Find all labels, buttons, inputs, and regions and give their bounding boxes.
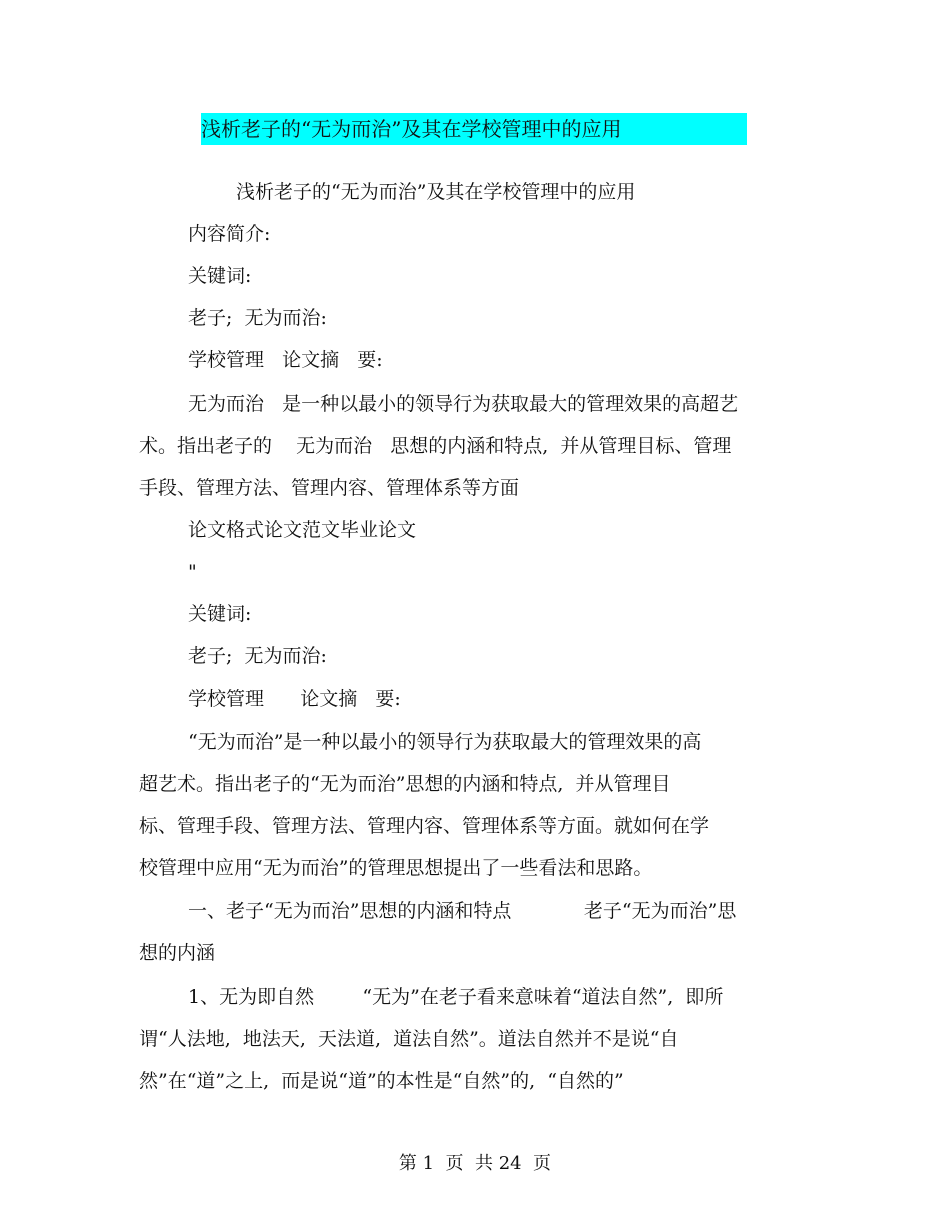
page-number: 第 1 页 共 24 页 [398,1153,552,1174]
paragraph-line: “无为而治”是一种以最小的领导行为获取最大的管理效果的高 [188,731,702,753]
abstract-label: 学校管理 论文摘 要: [188,688,401,710]
tag-line: 论文格式论文范文毕业论文 [188,519,417,541]
keywords-label: 关键词: [188,603,252,625]
paragraph-line: 术。指出老子的 无为而治 思想的内涵和特点, 并从管理目标、管理 [139,435,732,457]
summary-label: 内容简介: [188,223,271,245]
paragraph-line: 谓“人法地, 地法天, 天法道, 道法自然”。道法自然并不是说“自 [139,1028,679,1050]
highlighted-title: 浅析老子的“无为而治”及其在学校管理中的应用 [201,113,747,145]
paragraph-line: 1、无为即自然 “无为”在老子看来意味着“道法自然”, 即所 [188,986,724,1008]
abstract-label: 学校管理 论文摘 要: [188,349,383,371]
paragraph-line: 无为而治 是一种以最小的领导行为获取最大的管理效果的高超艺 [188,393,739,415]
keywords-label: 关键词: [188,265,252,287]
paragraph-line: 校管理中应用“无为而治”的管理思想提出了一些看法和思路。 [139,857,653,879]
paragraph-line: 手段、管理方法、管理内容、管理体系等方面 [139,477,520,499]
paragraph-line: 标、管理手段、管理方法、管理内容、管理体系等方面。就如何在学 [139,815,710,837]
keywords-line: 老子; 无为而治: [188,307,327,329]
article-title: 浅析老子的“无为而治”及其在学校管理中的应用 [236,181,636,203]
keywords-line: 老子; 无为而治: [188,645,327,667]
paragraph-line: 想的内涵 [139,942,216,964]
section-heading: 一、老子“无为而治”思想的内涵和特点 老子“无为而治”思 [188,900,737,922]
paragraph-line: 然”在“道”之上, 而是说“道”的本性是“自然”的, “自然的” [139,1070,624,1092]
paragraph-line: 超艺术。指出老子的“无为而治”思想的内涵和特点, 并从管理目 [139,773,671,795]
quote-mark: " [188,561,197,583]
